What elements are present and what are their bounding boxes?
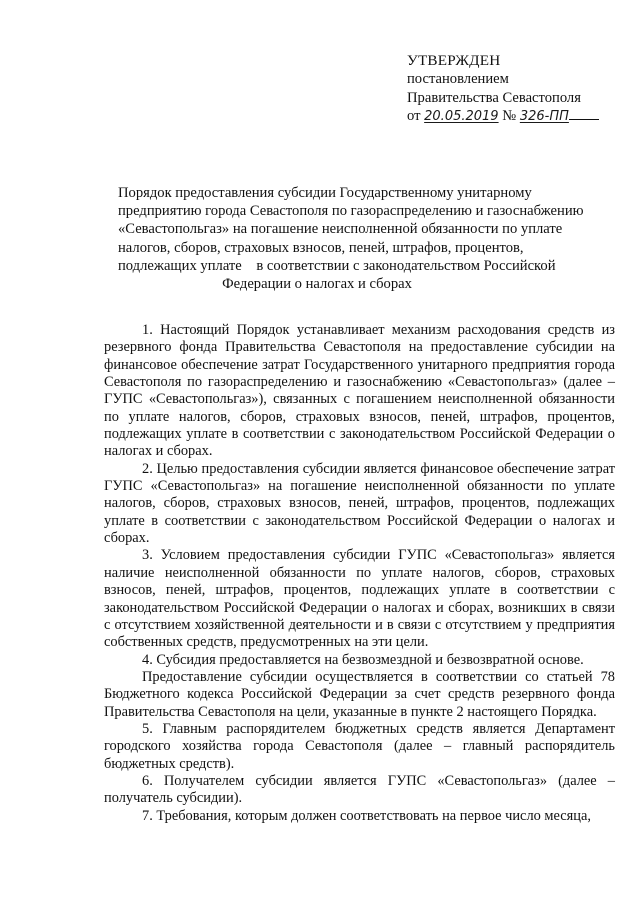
paragraph-3: 3. Условием предоставления субсидии ГУПС «Севастопольгаз» является наличие неисполненной обязанности по уплате налогов, сборов, страховых взносов, пеней, штрафов, процентов, подлежащих уплате в соответствии с законодательством Российской Федерации о налогах и сборах, возникших в связи с отсутствием хозяйственной деятельности и в связи с отсутствием у предприятия собственных средств, предусмотренных на эти цели. — [104, 547, 615, 651]
title-line: «Севастопольгаз» на погашение неисполненной обязанности по уплате — [118, 221, 563, 238]
approved-heading: УТВЕРЖДЕН — [407, 52, 501, 69]
approval-government-line: Правительства Севастополя — [407, 89, 581, 106]
title-line: подлежащих уплате в соответствии с законодательством Российской — [118, 257, 556, 274]
approval-date: 20.05.2019 — [424, 108, 499, 124]
approval-number-sign: № — [502, 107, 517, 124]
title-line: предприятию города Севастополя по газораспределению и газоснабжению — [118, 203, 584, 220]
approval-number-underline — [569, 107, 599, 120]
title-line: Федерации о налогах и сборах — [222, 276, 412, 293]
approval-number: 326-ПП — [519, 108, 569, 124]
paragraph-4-continuation: Предоставление субсидии осуществляется в соответствии со статьей 78 Бюджетного кодекса Российской Федерации за счет средств резервного фонда Правительства Севастополя на цели, указанные в пункте 2 настоящего Порядка. — [104, 668, 615, 720]
paragraph-4: 4. Субсидия предоставляется на безвозмездной и безвозвратной основе. — [142, 651, 584, 668]
approval-date-line — [407, 107, 617, 126]
document-title — [118, 184, 584, 293]
paragraph-2: 2. Целью предоставления субсидии является финансовое обеспечение затрат ГУПС «Севастопольгаз» на погашение неисполненной обязанности по уплате налогов, сборов, страховых взносов, пеней, штрафов, процентов, подлежащих уплате в соответствии с законодательством Российской Федерации о налогах и сборах. — [104, 460, 615, 547]
paragraph-6: 6. Получателем субсидии является ГУПС «Севастопольгаз» (далее – получатель субсидии). — [104, 772, 615, 807]
approval-stamp — [407, 52, 617, 126]
paragraph-5: 5. Главным распорядителем бюджетных средств является Департамент городского хозяйства города Севастополя (далее – главный распорядитель бюджетных средств). — [104, 720, 615, 772]
paragraph-7: 7. Требования, которым должен соответствовать на первое число месяца, — [142, 807, 591, 824]
title-line: налогов, сборов, страховых взносов, пеней, штрафов, процентов, — [118, 239, 524, 256]
document-body — [104, 322, 615, 825]
title-line: Порядок предоставления субсидии Государственному унитарному — [118, 185, 532, 201]
paragraph-1: 1. Настоящий Порядок устанавливает механизм расходования средств из резервного фонда Правительства Севастополя на предоставление субсидии на финансовое обеспечение затрат Государственного унитарного предприятия города Севастополя по газораспределению и газоснабжению «Севастопольгаз» (далее – ГУПС «Севастопольгаз»), связанных с погашением неисполненной обязанности по уплате налогов, сборов, страховых взносов, пеней, штрафов, процентов, подлежащих уплате в соответствии с законодательством Российской Федерации о налогах и сборах. — [104, 322, 615, 460]
approval-resolution-line: постановлением — [407, 71, 509, 88]
approval-from-prefix: от — [407, 107, 421, 124]
